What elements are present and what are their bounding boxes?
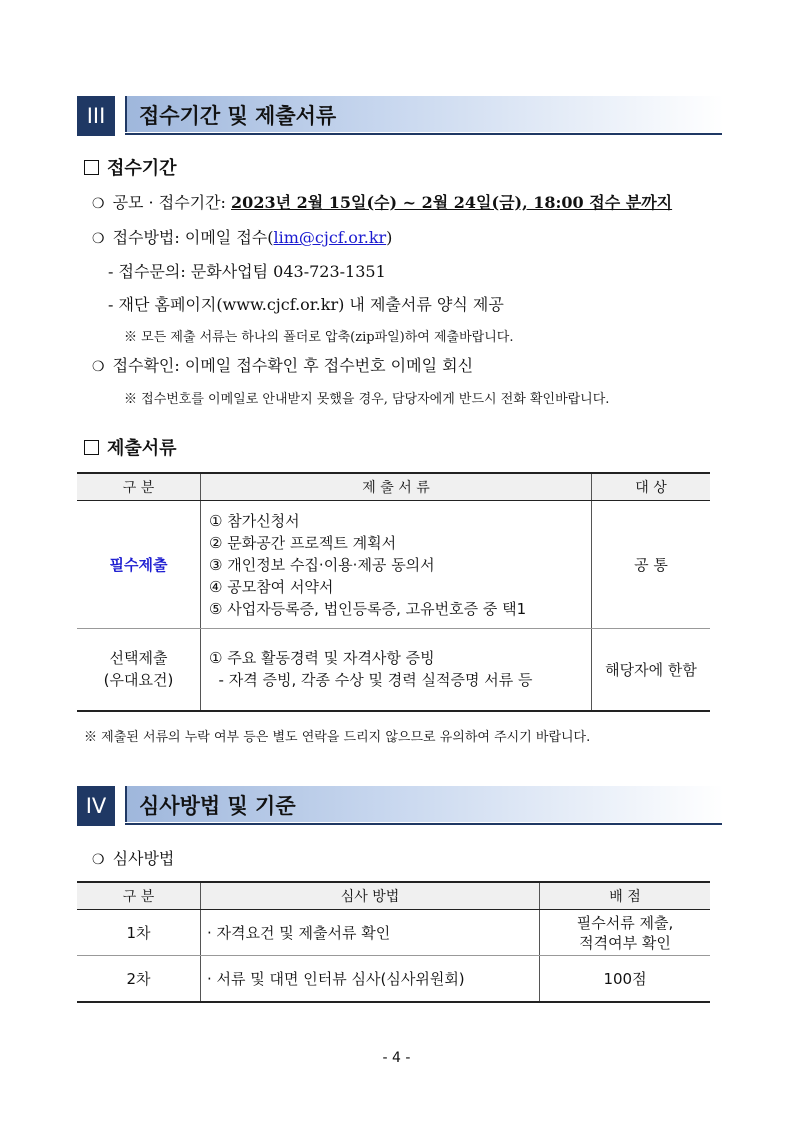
homepage-line: - 재단 홈페이지(www.cjcf.or.kr) 내 제출서류 양식 제공 [108, 295, 504, 314]
section-underline [125, 823, 722, 825]
list-item: - 자격 증빙, 각종 수상 및 경력 실적증명 서류 등 [209, 671, 533, 690]
required-target: 공 통 [592, 501, 711, 629]
list-item: ① 참가신청서 [209, 511, 300, 530]
header-docs: 제 출 서 류 [201, 473, 592, 501]
header-target: 대 상 [592, 473, 711, 501]
section-title: 접수기간 및 제출서류 [139, 104, 337, 128]
list-item: ③ 개인정보 수집·이용·제공 동의서 [209, 555, 435, 574]
optional-category: 선택제출 (우대요건) [77, 629, 201, 711]
method-heading: ❍ 심사방법 [92, 849, 175, 868]
header-method: 심사 방법 [201, 882, 540, 910]
list-item: ① 주요 활동경력 및 자격사항 증빙 [209, 649, 435, 668]
header-score: 배 점 [540, 882, 711, 910]
confirm-note: ※ 접수번호를 이메일로 안내받지 못했을 경우, 담당자에게 반드시 전화 확인바랍니다. [124, 392, 610, 407]
table-row [77, 910, 710, 956]
table-header-row [77, 882, 710, 910]
circle-bullet-icon: ❍ [92, 231, 105, 247]
stage-cell: 2차 [77, 956, 201, 1002]
optional-docs [201, 629, 592, 711]
header-category: 구 분 [77, 473, 201, 501]
required-category: 필수제출 [77, 501, 201, 629]
list-item: ⑤ 사업자등록증, 법인등록증, 고유번호증 중 택1 [209, 599, 527, 618]
list-item: ④ 공모참여 서약서 [209, 577, 334, 596]
checkbox-square-icon [84, 160, 99, 175]
section-underline [125, 133, 722, 135]
circle-bullet-icon: ❍ [92, 359, 105, 375]
docs-note: ※ 제출된 서류의 누락 여부 등은 별도 연락을 드리지 않으므로 유의하여 주시기 바랍니다. [84, 730, 591, 745]
docs-table [77, 472, 710, 712]
method-cell: · 서류 및 대면 인터뷰 심사(심사위원회) [201, 956, 540, 1002]
email-link[interactable]: lim@cjcf.or.kr [273, 228, 387, 247]
confirm-line: ❍ 접수확인: 이메일 접수확인 후 접수번호 이메일 회신 [92, 356, 474, 375]
section-number: III [77, 96, 115, 136]
circle-bullet-icon: ❍ [92, 196, 105, 212]
section-number: IV [77, 786, 115, 826]
section-3-header [77, 96, 722, 136]
review-table [77, 881, 710, 1003]
inquiry-line: - 접수문의: 문화사업팀 043-723-1351 [108, 262, 386, 281]
table-row [77, 629, 710, 711]
period-line: ❍ 공모 · 접수기간: 2023년 2월 15일(수) ~ 2월 24일(금), 18:00 접수 분까지 [92, 193, 673, 212]
checkbox-square-icon [84, 440, 99, 455]
section-title: 심사방법 및 기준 [139, 794, 296, 818]
stage-cell: 1차 [77, 910, 201, 956]
score-cell: 필수서류 제출, 적격여부 확인 [540, 910, 711, 956]
optional-target: 해당자에 한함 [592, 629, 711, 711]
circle-bullet-icon: ❍ [92, 852, 105, 868]
method-line: ❍ 접수방법: 이메일 접수(lim@cjcf.or.kr) [92, 228, 393, 247]
table-row [77, 956, 710, 1002]
header-stage: 구 분 [77, 882, 201, 910]
docs-heading: 제출서류 [84, 434, 177, 460]
table-header-row [77, 473, 710, 501]
page-number: - 4 - [382, 1050, 411, 1066]
method-cell: · 자격요건 및 제출서류 확인 [201, 910, 540, 956]
period-heading: 접수기간 [84, 154, 177, 180]
list-item: ② 문화공간 프로젝트 계획서 [209, 533, 397, 552]
required-docs [201, 501, 592, 629]
zip-note: ※ 모든 제출 서류는 하나의 폴더로 압축(zip파일)하여 제출바랍니다. [124, 330, 514, 345]
score-cell: 100점 [540, 956, 711, 1002]
period-value: 2023년 2월 15일(수) ~ 2월 24일(금), 18:00 접수 분까지 [231, 193, 673, 212]
table-row [77, 501, 710, 629]
section-4-header [77, 786, 722, 826]
